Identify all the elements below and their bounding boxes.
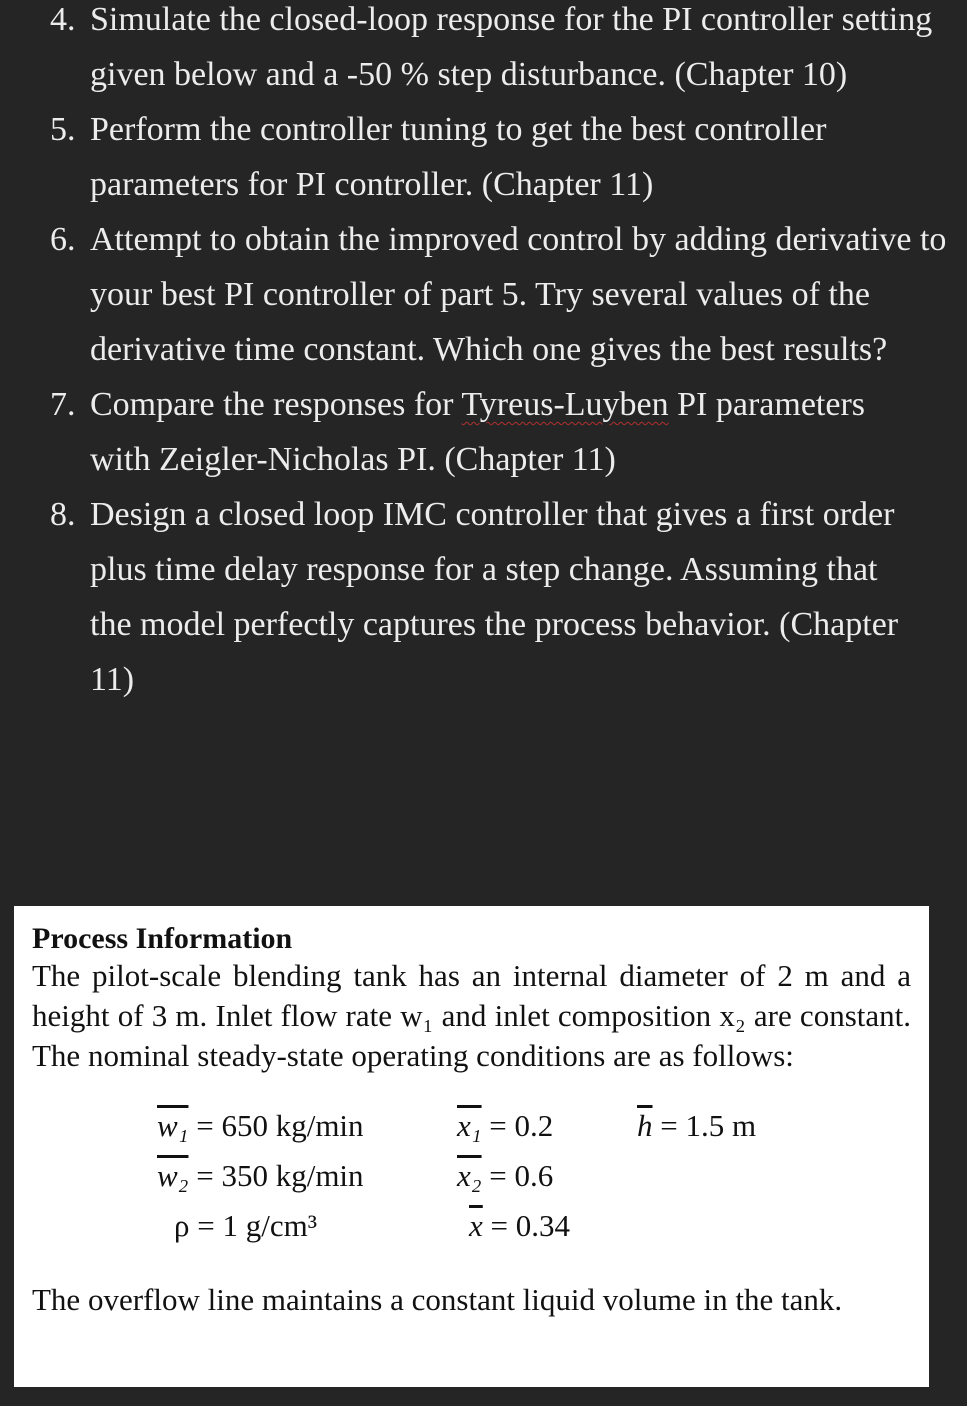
question-number: 5.	[50, 111, 76, 148]
condition-w2	[157, 1156, 364, 1196]
condition-value: = 1 g/cm³	[197, 1208, 317, 1243]
process-information-panel	[14, 906, 929, 1387]
condition-value: = 350 kg/min	[196, 1158, 364, 1193]
panel-intro: The pilot-scale blending tank has an internal diameter of 2 m and a height of 3 m. Inlet flow rate w₁ and inlet composition x₂ are constant. The nominal steady-state operating conditions are as follows:	[32, 958, 911, 1073]
spellcheck-marked-word[interactable]: Tyreus-Luyben	[461, 386, 669, 423]
condition-x	[469, 1206, 570, 1246]
question-text: Attempt to obtain the improved control by adding derivative to your best PI controller of part 5. Try several values of the derivative time constant. Which one gives the best results?	[90, 221, 947, 368]
condition-value: = 650 kg/min	[196, 1108, 364, 1143]
condition-symbol: x₂	[457, 1158, 482, 1193]
condition-x2	[457, 1156, 553, 1196]
question-text-after: PI parameters with Zeigler-Nicholas PI. (Chapter 11)	[90, 386, 866, 478]
condition-symbol: $\overline{h}$	[637, 1108, 653, 1143]
condition-w1	[157, 1106, 364, 1146]
condition-value: = 0.6	[489, 1158, 554, 1193]
question-text: Perform the controller tuning to get the best controller parameters for PI controller. (Chapter 11)	[90, 111, 827, 203]
panel-footer: The overflow line maintains a constant liquid volume in the tank.	[32, 1282, 843, 1317]
question-number: 4.	[50, 1, 76, 38]
condition-value: = 0.2	[489, 1108, 554, 1143]
condition-symbol: ρ	[174, 1208, 190, 1243]
question-text-before: Compare the responses for	[90, 386, 462, 423]
question-item-8	[0, 487, 967, 707]
condition-symbol: w₂	[157, 1158, 189, 1193]
question-text: Design a closed loop IMC controller that gives a first order plus time delay response for a step change. Assuming that the model perfectly captures the process behavior. (Chapter 11)	[90, 496, 899, 698]
condition-symbol: w₁	[157, 1108, 189, 1143]
question-item-7	[0, 377, 967, 487]
panel-title: Process Information	[32, 922, 293, 955]
question-text: Simulate the closed-loop response for the PI controller setting given below and a -50 % step disturbance. (Chapter 10)	[90, 1, 933, 93]
question-number: 8.	[50, 496, 76, 533]
question-number: 6.	[50, 221, 76, 258]
condition-symbol: x₁	[457, 1108, 482, 1143]
condition-x1	[457, 1106, 553, 1146]
question-number: 7.	[50, 386, 76, 423]
question-item-5	[0, 102, 967, 212]
condition-value: = 1.5 m	[660, 1108, 757, 1143]
condition-symbol: $\overline{x}$	[469, 1208, 483, 1243]
condition-h	[637, 1106, 756, 1146]
question-item-4	[0, 0, 967, 102]
operating-conditions	[32, 1106, 911, 1276]
question-item-6	[0, 212, 967, 377]
condition-rho	[174, 1206, 317, 1246]
condition-value: = 0.34	[490, 1208, 570, 1243]
